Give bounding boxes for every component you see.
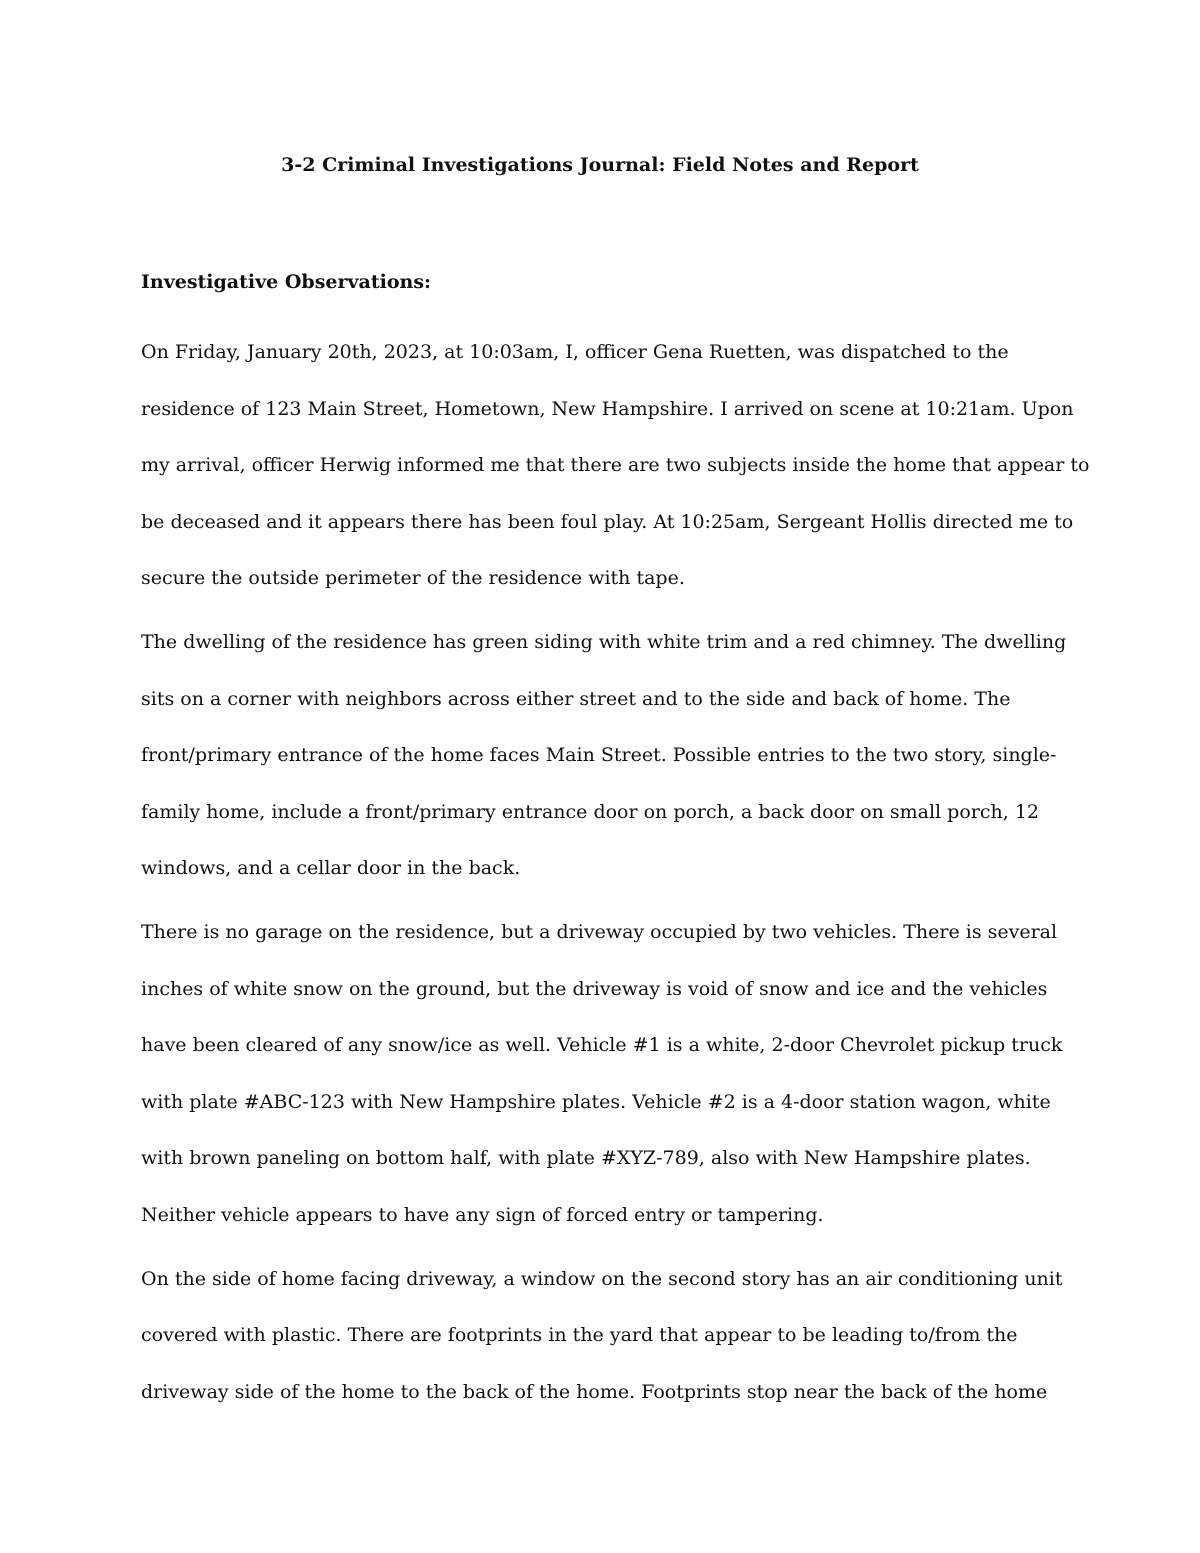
text-line: The dwelling of the residence has green siding with white trim and a red chimney. The dwelling xyxy=(141,630,1067,653)
paragraph xyxy=(141,614,1067,897)
text-line: Neither vehicle appears to have any sign of forced entry or tampering. xyxy=(141,1203,824,1226)
text-line: front/primary entrance of the home faces Main Street. Possible entries to the two story, single- xyxy=(141,744,1057,767)
text-line: inches of white snow on the ground, but the driveway is void of snow and ice and the vehicles xyxy=(141,977,1048,1000)
text-line: my arrival, officer Herwig informed me that there are two subjects inside the home that appear to xyxy=(141,454,1090,477)
text-line: secure the outside perimeter of the residence with tape. xyxy=(141,567,685,590)
text-line: be deceased and it appears there has been foul play. At 10:25am, Sergeant Hollis directed me to xyxy=(141,510,1074,533)
text-line: There is no garage on the residence, but a driveway occupied by two vehicles. There is several xyxy=(141,920,1058,943)
document-body xyxy=(141,324,1090,1420)
section-heading: Investigative Observations: xyxy=(141,271,432,293)
document-title: 3-2 Criminal Investigations Journal: Field Notes and Report xyxy=(281,154,919,176)
text-line: have been cleared of any snow/ice as well. Vehicle #1 is a white, 2-door Chevrolet pickup truck xyxy=(141,1034,1063,1057)
paragraph xyxy=(141,904,1061,1244)
text-line: windows, and a cellar door in the back. xyxy=(141,857,521,880)
text-line: with brown paneling on bottom half, with plate #XYZ-789, also with New Hampshire plates. xyxy=(141,1147,1031,1170)
paragraph-gap xyxy=(141,1244,1061,1251)
paragraph-gap xyxy=(141,607,1061,614)
text-line: sits on a corner with neighbors across either street and to the side and back of home. The xyxy=(141,687,1011,710)
paragraph xyxy=(141,1251,1061,1421)
text-line: with plate #ABC-123 with New Hampshire plates. Vehicle #2 is a 4-door station wagon, white xyxy=(141,1090,1051,1113)
text-line: On Friday, January 20th, 2023, at 10:03am, I, officer Gena Ruetten, was dispatched to the xyxy=(141,341,1009,363)
text-line: On the side of home facing driveway, a window on the second story has an air conditioning unit xyxy=(141,1267,1063,1290)
text-line: family home, include a front/primary entrance door on porch, a back door on small porch, 12 xyxy=(141,800,1039,823)
paragraph-gap xyxy=(141,897,1061,904)
text-line: covered with plastic. There are footprints in the yard that appear to be leading to/from the xyxy=(141,1324,1018,1347)
text-line: driveway side of the home to the back of the home. Footprints stop near the back of the home xyxy=(141,1380,1048,1403)
text-line: residence of 123 Main Street, Hometown, New Hampshire. I arrived on scene at 10:21am. Upon xyxy=(141,397,1074,420)
paragraph xyxy=(141,324,1090,607)
